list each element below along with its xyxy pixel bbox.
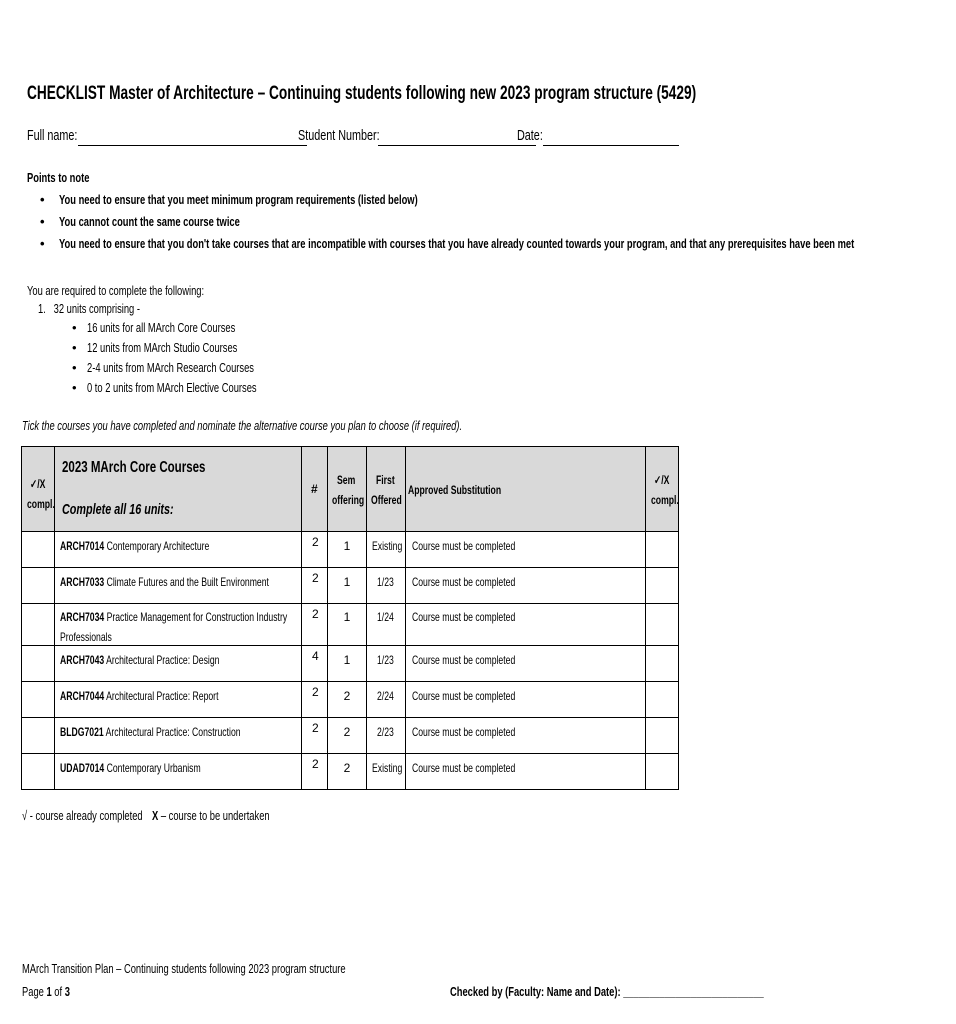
compl-checkbox-2[interactable] xyxy=(646,532,679,568)
substitution-cell[interactable]: Course must be completed xyxy=(406,754,646,790)
col-header-compl: ✓/X compl. xyxy=(22,447,55,532)
compl-checkbox[interactable] xyxy=(22,754,55,790)
compl-checkbox-2[interactable] xyxy=(646,718,679,754)
units-cell: 2 xyxy=(302,718,328,754)
course-cell: ARCH7033 Climate Futures and the Built Environment xyxy=(55,568,302,604)
bullet-icon: • xyxy=(40,192,45,207)
table-row xyxy=(22,682,679,718)
first-offered-cell: 2/24 xyxy=(367,682,406,718)
col-header-compl-2: ✓/X compl. xyxy=(646,447,679,532)
units-cell: 2 xyxy=(302,754,328,790)
compl-checkbox[interactable] xyxy=(22,646,55,682)
bullet-icon: • xyxy=(72,360,77,375)
student-number-field[interactable] xyxy=(378,145,536,146)
page-title: CHECKLIST Master of Architecture – Continuing students following new 2023 program structure (5429) xyxy=(27,83,697,104)
compl-checkbox-2[interactable] xyxy=(646,568,679,604)
first-offered-cell: 2/23 xyxy=(367,718,406,754)
sem-cell: 1 xyxy=(328,532,367,568)
units-cell: 4 xyxy=(302,646,328,682)
sem-cell: 1 xyxy=(328,646,367,682)
compl-checkbox-2[interactable] xyxy=(646,604,679,646)
page-indicator: Page 1 of 3 xyxy=(22,984,70,999)
bullet-icon: • xyxy=(40,214,45,229)
table-row xyxy=(22,532,679,568)
compl-checkbox[interactable] xyxy=(22,718,55,754)
first-offered-cell: 1/23 xyxy=(367,568,406,604)
units-cell: 2 xyxy=(302,682,328,718)
units-cell: 2 xyxy=(302,568,328,604)
table-row xyxy=(22,604,679,646)
first-offered-cell: 1/23 xyxy=(367,646,406,682)
footer-plan-title: MArch Transition Plan – Continuing students following 2023 program structure xyxy=(22,961,346,976)
tick-instruction: Tick the courses you have completed and nominate the alternative course you plan to choose (if required). xyxy=(22,418,463,433)
requirements-intro: You are required to complete the following: xyxy=(27,283,205,298)
sem-cell: 2 xyxy=(328,754,367,790)
substitution-cell[interactable]: Course must be completed xyxy=(406,646,646,682)
bullet-icon: • xyxy=(40,236,45,251)
substitution-cell[interactable]: Course must be completed xyxy=(406,718,646,754)
substitution-cell[interactable]: Course must be completed xyxy=(406,568,646,604)
course-cell: ARCH7014 Contemporary Architecture xyxy=(55,532,302,568)
first-offered-cell: Existing xyxy=(367,754,406,790)
compl-checkbox-2[interactable] xyxy=(646,682,679,718)
requirement-item: 1. 32 units comprising - xyxy=(38,301,140,316)
course-cell: UDAD7014 Contemporary Urbanism xyxy=(55,754,302,790)
course-cell: ARCH7034 Practice Management for Construction Industry Professionals xyxy=(55,604,302,646)
sem-cell: 1 xyxy=(328,604,367,646)
table-row xyxy=(22,646,679,682)
bullet-icon: • xyxy=(72,320,77,335)
full-name-field[interactable] xyxy=(78,145,307,146)
checked-by-field[interactable]: Checked by (Faculty: Name and Date): ___________________________ xyxy=(450,984,764,999)
bullet-icon: • xyxy=(72,340,77,355)
compl-checkbox-2[interactable] xyxy=(646,646,679,682)
student-details-row: Full name: Student Number: Date: xyxy=(27,127,727,147)
course-cell: ARCH7043 Architectural Practice: Design xyxy=(55,646,302,682)
bullet-icon: • xyxy=(72,380,77,395)
substitution-cell[interactable]: Course must be completed xyxy=(406,604,646,646)
col-header-course: 2023 MArch Core Courses Complete all 16 units: xyxy=(55,447,302,532)
course-cell: ARCH7044 Architectural Practice: Report xyxy=(55,682,302,718)
compl-checkbox[interactable] xyxy=(22,568,55,604)
sem-cell: 2 xyxy=(328,682,367,718)
units-cell: 2 xyxy=(302,604,328,646)
compl-checkbox[interactable] xyxy=(22,532,55,568)
first-offered-cell: Existing xyxy=(367,532,406,568)
table-row xyxy=(22,754,679,790)
sem-cell: 1 xyxy=(328,568,367,604)
col-header-substitution: Approved Substitution xyxy=(406,447,646,532)
compl-checkbox-2[interactable] xyxy=(646,754,679,790)
table-row xyxy=(22,718,679,754)
legend-to-undertake: X – course to be undertaken xyxy=(152,808,270,823)
points-heading: Points to note xyxy=(27,170,90,185)
compl-checkbox[interactable] xyxy=(22,682,55,718)
units-cell: 2 xyxy=(302,532,328,568)
core-courses-table xyxy=(21,446,679,790)
substitution-cell[interactable]: Course must be completed xyxy=(406,532,646,568)
table-header-row xyxy=(22,447,679,532)
table-row xyxy=(22,568,679,604)
legend-completed: √ - course already completed xyxy=(22,808,143,823)
substitution-cell[interactable]: Course must be completed xyxy=(406,682,646,718)
first-offered-cell: 1/24 xyxy=(367,604,406,646)
col-header-sem: Sem offering xyxy=(328,447,367,532)
compl-checkbox[interactable] xyxy=(22,604,55,646)
course-cell: BLDG7021 Architectural Practice: Construction xyxy=(55,718,302,754)
col-header-units: # xyxy=(302,447,328,532)
sem-cell: 2 xyxy=(328,718,367,754)
date-field[interactable] xyxy=(543,145,679,146)
col-header-first: First Offered xyxy=(367,447,406,532)
